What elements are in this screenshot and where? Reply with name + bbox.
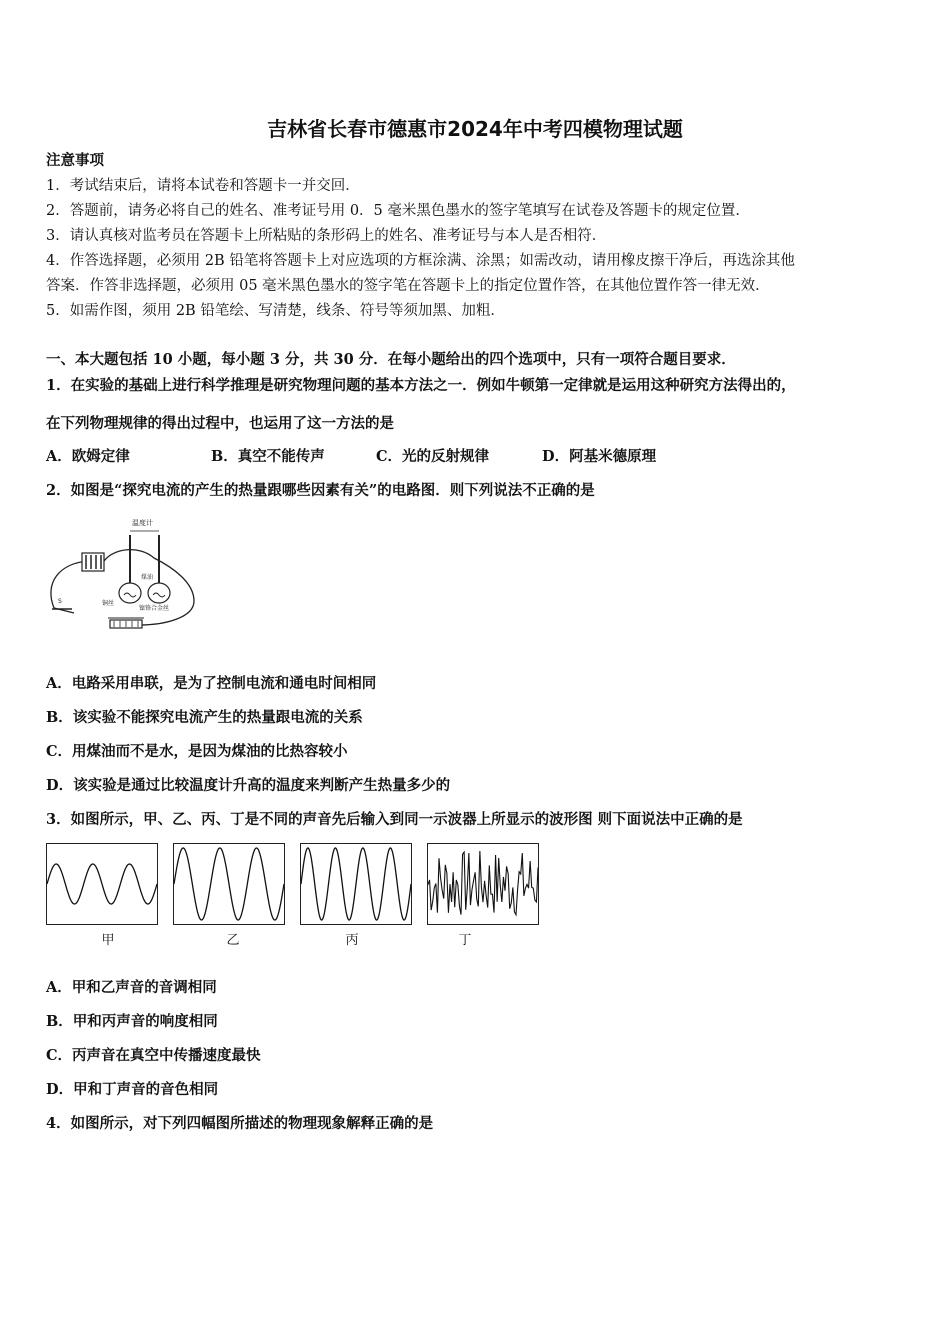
wave-label-bing: 丙 [345,933,359,948]
figure-label-switch: S [58,598,62,605]
notice-item: 5．如需作图，须用 2B 铅笔绘、写清楚，线条、符号等须加黑、加粗． [46,303,505,319]
notice-item: 2．答题前，请务必将自己的姓名、准考证号用 0．5 毫米黑色墨水的签字笔填写在试卷及答题卡的规定位置． [46,203,750,219]
notice-item: 4．作答选择题，必须用 2B 铅笔将答题卡上对应选项的方框涂满、涂黑；如需改动，请用橡皮擦干净后，再选涂其他 [46,253,795,269]
figure-label-thermometer: 温度计 [132,519,153,527]
question-1-stem-cont: 在下列物理规律的得出过程中，也运用了这一方法的是 [46,415,394,432]
wave-label-jia: 甲 [101,933,115,948]
question-1-stem: 1．在实验的基础上进行科学推理是研究物理问题的基本方法之一．例如牛顿第一定律就是运用这种研究方法得出的， [46,377,796,394]
notice-heading: 注意事项 [46,152,104,169]
waveform-jia [46,843,158,925]
notice-item: 答案．作答非选择题，必须用 05 毫米黑色墨水的签字笔在答题卡上的指定位置作答，在其他位置作答一律无效． [46,278,770,294]
section-heading: 一、本大题包括 10 小题，每小题 3 分，共 30 分．在每小题给出的四个选项中，只有一项符合题目要求． [46,351,736,368]
wave-label-yi: 乙 [226,933,240,948]
figure-label-kerosene: 煤油 [141,574,154,581]
q1-option-a: A．欧姆定律 [46,448,130,465]
waveform-yi [173,843,285,925]
circuit-diagram [44,513,199,635]
page-title: 吉林省长春市德惠市2024年中考四模物理试题 [267,117,683,141]
q2-option-d: D．该实验是通过比较温度计升高的温度来判断产生热量多少的 [46,777,451,794]
q2-option-c: C．用煤油而不是水，是因为煤油的比热容较小 [46,743,348,760]
figure-label-nichrome: 镍铬合金丝 [139,605,170,612]
q1-option-b: B．真空不能传声 [211,448,325,465]
wave-label-ding: 丁 [458,933,472,948]
q1-option-c: C．光的反射规律 [376,448,490,465]
waveform-bing [300,843,412,925]
figure-label-copper: 铜丝 [102,600,115,607]
waveform-ding [427,843,539,925]
q3-option-b: B．甲和丙声音的响度相同 [46,1013,218,1030]
notice-item: 3．请认真核对监考员在答题卡上所粘贴的条形码上的姓名、准考证号与本人是否相符． [46,228,607,244]
q3-option-d: D．甲和丁声音的音色相同 [46,1081,219,1098]
notice-item: 1．考试结束后，请将本试卷和答题卡一并交回． [46,178,360,194]
q1-option-d: D．阿基米德原理 [542,448,657,465]
q3-option-a: A．甲和乙声音的音调相同 [46,979,217,996]
question-3-stem: 3．如图所示，甲、乙、丙、丁是不同的声音先后输入到同一示波器上所显示的波形图 则下面说法中正确的是 [46,811,743,828]
q2-option-b: B．该实验不能探究电流产生的热量跟电流的关系 [46,709,363,726]
q3-option-c: C．丙声音在真空中传播速度最快 [46,1047,261,1064]
question-4-stem: 4．如图所示，对下列四幅图所描述的物理现象解释正确的是 [46,1115,434,1132]
question-2-stem: 2．如图是“探究电流的产生的热量跟哪些因素有关”的电路图．则下列说法不正确的是 [46,482,595,499]
q2-option-a: A．电路采用串联，是为了控制电流和通电时间相同 [46,675,377,692]
